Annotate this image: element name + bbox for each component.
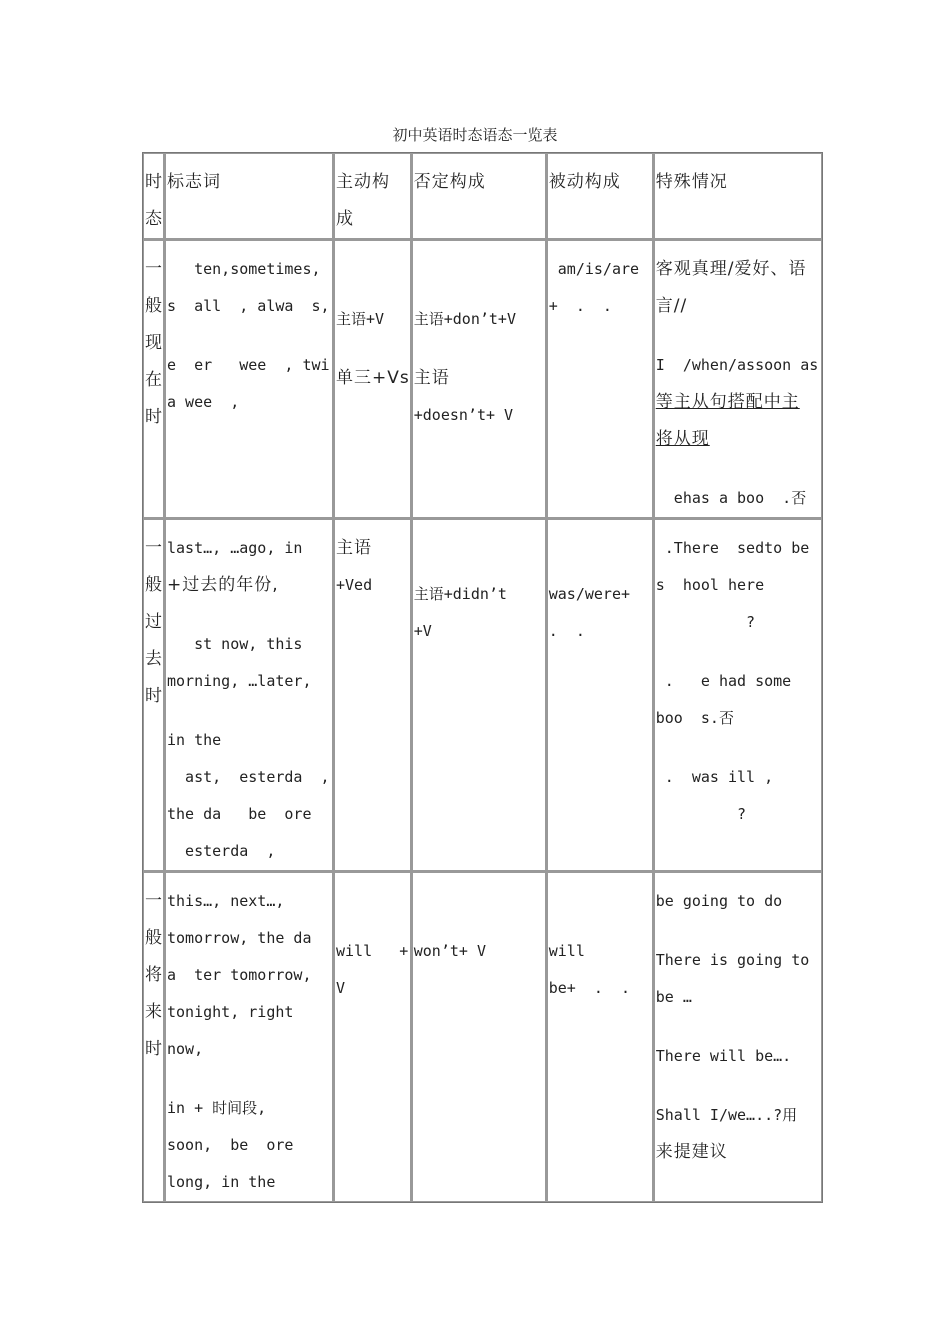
negative-cell: 主语+didn’t +V [411, 518, 546, 871]
passive-cell: will be+ . . [546, 871, 653, 1202]
table-row-simple-present [143, 239, 822, 518]
header-negative: 否定构成 [411, 153, 546, 239]
marker-cell: ten,sometimes, s all , alwa s, e er wee , twi a wee , [164, 239, 333, 518]
active-cell: 主语+V 单三+Vs [333, 239, 411, 518]
table-header-row [143, 153, 822, 239]
header-active: 主动构 成 [333, 153, 411, 239]
marker-cell: this…, next…, tomorrow, the da a ter tomorrow, tonight, right now, in + 时间段, soon, be ore long, in the [164, 871, 333, 1202]
marker-cell: last…, …ago, in +过去的年份, st now, this morning, …later, in the ast, esterda , the da be ore esterda , [164, 518, 333, 871]
header-passive: 被动构成 [546, 153, 653, 239]
header-tense: 时 态 [143, 153, 164, 239]
tense-cell: 一 般 现 在 时 [143, 239, 164, 518]
header-special: 特殊情况 [653, 153, 822, 239]
passive-cell: was/were+ . . [546, 518, 653, 871]
table-row-simple-future [143, 871, 822, 1202]
negative-cell: 主语+don’t+V 主语 +doesn’t+ V [411, 239, 546, 518]
special-cell: .There sedto be s hool here ? . e had some boo s.否 . was ill , ? [653, 518, 822, 871]
negative-cell: won’t+ V [411, 871, 546, 1202]
page-title: 初中英语时态语态一览表 [392, 126, 558, 144]
tense-table [142, 152, 823, 1203]
header-marker: 标志词 [164, 153, 333, 239]
passive-cell: am/is/are + . . [546, 239, 653, 518]
special-cell: 客观真理/爱好、语 言// I /when/assoon as 等主从句搭配中主 将从现 ehas a boo .否 [653, 239, 822, 518]
tense-cell: 一 般 过 去 时 [143, 518, 164, 871]
table-row-simple-past [143, 518, 822, 871]
active-cell: 主语 +Ved [333, 518, 411, 871]
tense-cell: 一 般 将 来 时 [143, 871, 164, 1202]
special-cell: be going to do There is going to be … There will be…. Shall I/we…..?用 来提建议 [653, 871, 822, 1202]
active-cell: will + V [333, 871, 411, 1202]
